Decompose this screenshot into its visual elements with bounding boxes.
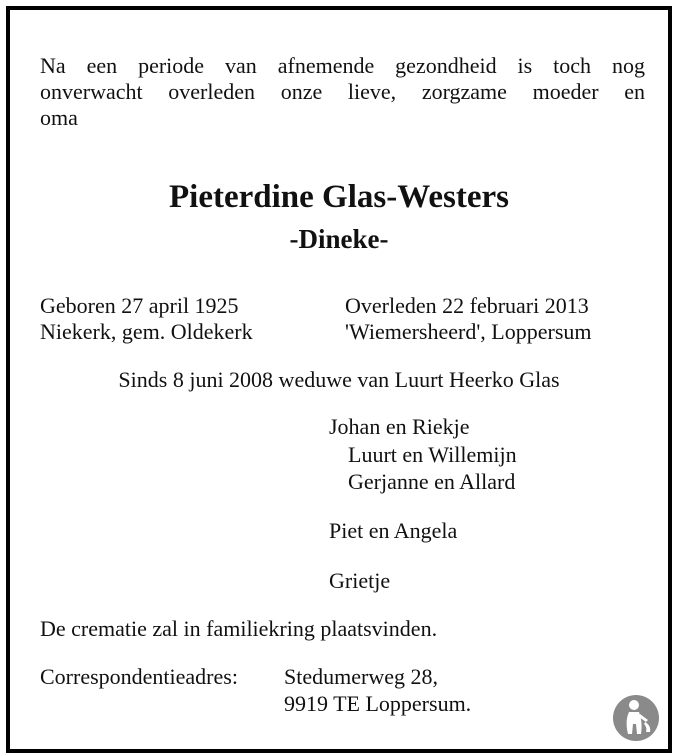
family-group-1-child-1: Luurt en Willemijn <box>348 442 517 467</box>
widow-line: Sinds 8 juni 2008 weduwe van Luurt Heerko Glas <box>118 367 560 392</box>
family-group-1-parents: Johan en Riekje <box>329 414 470 439</box>
memorial-figure-icon <box>612 694 660 742</box>
intro-line-1: Na een periode van afnemende gezondheid is toch nog <box>40 53 645 78</box>
deceased-name: Pieterdine Glas-Westers <box>169 179 509 215</box>
announcement-card <box>6 6 672 753</box>
birth-date: Geboren 27 april 1925 <box>40 293 239 318</box>
correspondence-label: Correspondentieadres: <box>40 664 238 689</box>
cremation-line: De crematie zal in familiekring plaatsvinden. <box>40 616 438 641</box>
death-place: 'Wiemersheerd', Loppersum <box>345 319 592 344</box>
death-date: Overleden 22 februari 2013 <box>345 293 589 318</box>
correspondence-street: Stedumerweg 28, <box>284 664 438 689</box>
deceased-nickname: -Dineke- <box>289 224 389 254</box>
birth-place: Niekerk, gem. Oldekerk <box>40 319 253 344</box>
family-group-1-child-2: Gerjanne en Allard <box>348 469 516 494</box>
family-group-2: Piet en Angela <box>329 518 458 543</box>
correspondence-city: 9919 TE Loppersum. <box>284 691 472 716</box>
intro-line-2: onverwacht overleden onze lieve, zorgzame moeder en <box>40 79 645 104</box>
intro-line-3: oma <box>40 105 78 130</box>
intro-text <box>40 53 645 131</box>
family-group-3: Grietje <box>329 568 391 593</box>
